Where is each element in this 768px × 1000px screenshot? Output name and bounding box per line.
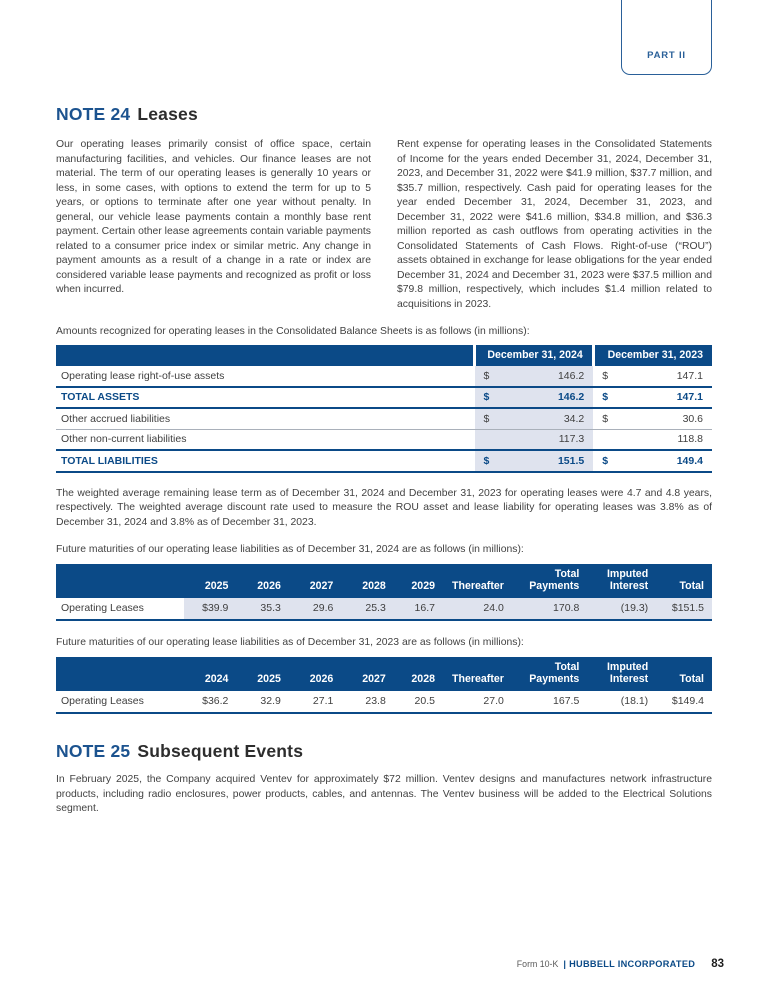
table-row [56,429,712,450]
balance-header-2024: December 31, 2024 [475,345,594,366]
value-cell: (18.1) [587,691,656,713]
note-24-title: Leases [137,104,198,124]
value-cell: 20.5 [394,691,443,713]
header-year: 2028 [341,564,393,598]
value-2024: 34.2 [563,412,585,425]
value-cell: 167.5 [512,691,587,713]
value-2023: 118.8 [677,433,703,445]
header-total-payments: Total Payments [512,657,587,691]
table-row [56,691,712,713]
header-thereafter: Thereafter [443,657,512,691]
maturity-2024-header-row [56,564,712,598]
note-25-number: NOTE 25 [56,741,131,761]
future-maturities-2023-table [56,657,712,714]
balance-header-2023: December 31, 2023 [593,345,712,366]
row-label: TOTAL ASSETS [56,387,475,409]
row-label: Operating Leases [56,598,184,620]
value-cell: 24.0 [443,598,512,620]
balance-sheet-intro: Amounts recognized for operating leases in the Consolidated Balance Sheets is as follows (in millions): [56,326,530,337]
maturity-2023-header-row [56,657,712,691]
future-maturities-2024-table [56,564,712,621]
footer-form-label: Form 10-K [516,959,559,969]
value-2024: 146.2 [557,369,585,382]
header-empty [56,657,184,691]
balance-header-row [56,345,712,366]
header-year: 2028 [394,657,443,691]
value-cell: 16.7 [394,598,443,620]
currency-symbol: $ [483,369,490,382]
value-2023: 30.6 [682,412,703,425]
header-year: 2025 [236,657,288,691]
note-24-intro-columns [56,138,712,312]
row-label: Other non-current liabilities [56,429,475,450]
page-footer [56,958,724,970]
value-cell: 27.0 [443,691,512,713]
currency-symbol: $ [483,412,490,425]
row-label: Operating lease right-of-use assets [56,366,475,387]
future-maturities-2023-intro: Future maturities of our operating lease liabilities as of December 31, 2023 are as follows (in millions): [56,637,524,648]
value-cell: 27.1 [289,691,341,713]
header-thereafter: Thereafter [443,564,512,598]
row-label: TOTAL LIABILITIES [56,450,475,472]
value-2024: 151.5 [557,454,585,467]
value-cell: $151.5 [656,598,712,620]
balance-sheet-table [56,345,712,473]
table-row-total-liabilities [56,450,712,472]
value-2023: 147.1 [676,369,703,382]
note-24-left-paragraph: Our operating leases primarily consist of office space, certain manufacturing facilities, and vehicles. Our finance leases are not material. The term of our operating leases is generally 10 years or less, in some cases, with options to extend the term for up to 5 years, or options to terminate after one year without penalty. In general, our vehicle lease payments contain a monthly base rent payment. Certain other lease agreements contain variable payments related to a consumer price index or similar metric. Any change in payment amounts as a result of a change in a rate or index are considered variable lease payments and recognized as profit or loss when incurred. [56,139,371,295]
header-year: 2029 [394,564,443,598]
currency-symbol: $ [602,391,609,403]
row-label: Operating Leases [56,691,184,713]
value-cell: 35.3 [236,598,288,620]
value-cell: 29.6 [289,598,341,620]
note-25-heading [56,741,712,762]
balance-header-empty [56,345,475,366]
value-cell: (19.3) [587,598,656,620]
value-cell: $36.2 [184,691,236,713]
part-ii-label: PART II [647,50,686,61]
header-year: 2027 [341,657,393,691]
value-2024: 146.2 [557,391,585,403]
currency-symbol: $ [483,391,490,403]
header-year: 2027 [289,564,341,598]
value-cell: $149.4 [656,691,712,713]
table-row [56,366,712,387]
header-imputed-interest: Imputed Interest [587,657,656,691]
future-maturities-2024-intro: Future maturities of our operating lease liabilities as of December 31, 2024 are as follows (in millions): [56,544,524,555]
table-row [56,598,712,620]
currency-symbol: $ [483,454,490,467]
table-row [56,408,712,429]
value-2023: 149.4 [676,454,703,467]
value-2024: 117.3 [558,433,585,445]
value-cell: 170.8 [512,598,587,620]
value-cell: $39.9 [184,598,236,620]
value-cell: 32.9 [236,691,288,713]
currency-symbol: $ [602,412,609,425]
header-year: 2025 [184,564,236,598]
header-year: 2026 [289,657,341,691]
weighted-average-paragraph: The weighted average remaining lease term as of December 31, 2024 and December 31, 2023 for operating leases were 4.7 and 4.8 years, respectively. The weighted average discount rate used to measure the ROU asset and lease liability for operating leases was 3.8% as of December 31, 2024 and 3.8% as of December 31, 2023. [56,487,712,528]
note-24-heading [56,104,712,125]
page-content [56,0,712,817]
note-25-paragraph: In February 2025, the Company acquired Ventev for approximately $72 million. Ventev designs and manufactures network infrastructure products, including radio enclosures, power products, cables, and antennas. The Ventev business will be added to the Electrical Solutions segment. [56,774,712,814]
value-cell: 25.3 [341,598,393,620]
header-empty [56,564,184,598]
note-24-number: NOTE 24 [56,104,131,124]
row-label: Other accrued liabilities [56,408,475,429]
currency-symbol: $ [602,369,609,382]
note-25-title: Subsequent Events [137,741,304,761]
header-total: Total [656,657,712,691]
table-row-total-assets [56,387,712,409]
header-year: 2024 [184,657,236,691]
footer-company-label: | HUBBELL INCORPORATED [563,959,696,969]
header-total-payments: Total Payments [512,564,587,598]
value-2023: 147.1 [676,391,703,403]
note-24-right-paragraph: Rent expense for operating leases in the Consolidated Statements of Income for the years ended December 31, 2024, December 31, 2023, and December 31, 2022 were $41.9 million, $37.7 million, and $35.7 million, respectively. Cash paid for operating leases for the year ended December 31, 2024, December 31, 2023, and December 31, 2022 were $41.6 million, $34.8 million, and $36.3 million reported as cash outflows from operating activities in the Consolidated Statements of Cash Flows. Right-of-use (“ROU”) assets obtained in exchange for lease obligations for the year ended December 31, 2024 and December 31, 2023 were $37.5 million and $79.8 million, respectively, which includes $1.4 million related to acquisitions in 2023. [397,139,712,310]
footer-page-number: 83 [711,958,724,970]
value-cell: 23.8 [341,691,393,713]
header-total: Total [656,564,712,598]
header-year: 2026 [236,564,288,598]
header-imputed-interest: Imputed Interest [587,564,656,598]
currency-symbol: $ [602,454,609,467]
